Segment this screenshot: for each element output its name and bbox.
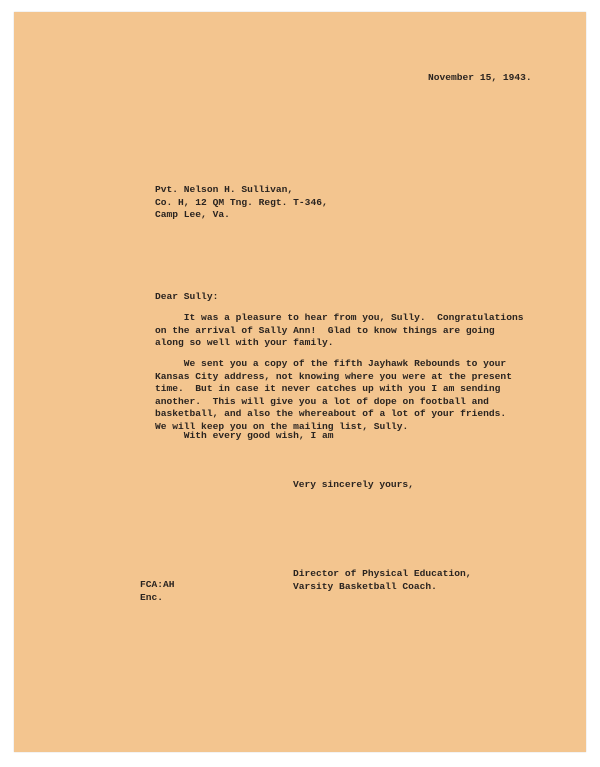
address-line: Pvt. Nelson H. Sullivan, [155,184,294,195]
signature-line: Director of Physical Education, [293,568,472,579]
paragraph-2 [155,358,512,434]
closing: Very sincerely yours, [293,479,414,490]
paragraph-line: along so well with your family. [155,337,334,349]
address-line: Camp Lee, Va. [155,209,230,221]
salutation: Dear Sully: [155,291,219,302]
recipient-address [155,184,328,222]
paragraph-line: another. This will give you a lot of dope on football and [155,395,489,407]
letter-date: November 15, 1943. [428,72,532,83]
enclosure-note: Enc. [140,591,164,603]
paragraph-line: basketball, and also the whereabout of a lot of your friends. [155,408,507,420]
signature-title [293,568,471,593]
paragraph-line: It was a pleasure to hear from you, Sully. Congratulations [155,312,524,323]
paragraph-line: Kansas City address, not knowing where you were at the present [155,370,512,382]
letter-page [14,12,586,752]
paragraph-line: time. But in case it never catches up with you I am sending [155,383,501,395]
paragraph-1 [155,312,523,350]
address-line: Co. H, 12 QM Tng. Regt. T-346, [155,196,328,208]
signature-line: Varsity Basketball Coach. [293,580,437,592]
paragraph-3: With every good wish, I am [155,430,334,441]
reference-block [140,579,175,604]
paragraph-line: We sent you a copy of the fifth Jayhawk Rebounds to your [155,358,507,369]
paragraph-line: on the arrival of Sally Ann! Glad to know things are going [155,324,495,336]
paragraph-line: We will keep you on the mailing list, Sully. [155,420,409,432]
reference-initials: FCA:AH [140,579,175,590]
